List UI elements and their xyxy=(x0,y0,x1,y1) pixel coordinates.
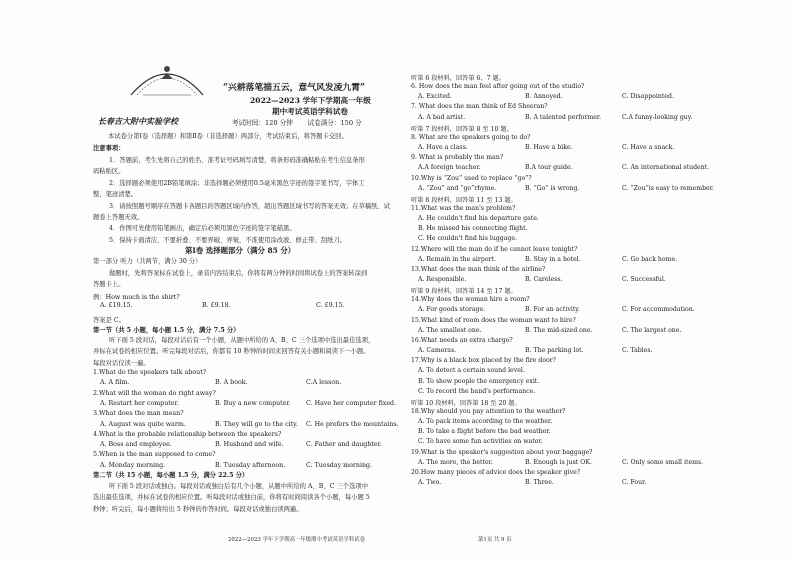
answer-option: B. To show people the emergency exit. xyxy=(418,377,540,385)
answer-option: A. Boss and employee. xyxy=(100,441,172,449)
note-line: 2．选择题必须使用2B铅笔填涂；非选择题必须使用0.5毫米黑色字迹的签字笔书写，字体工 xyxy=(109,179,365,187)
exam-meta xyxy=(232,117,362,127)
note-line: 5．保持卡面清洁，不要折叠、不要弄破、弄皱，不准使用涂改液、修正带、刮纸刀。 xyxy=(109,236,346,244)
exam-time: 考试时间：120 分钟 xyxy=(232,119,293,127)
answer-option: A. August was quite warm. xyxy=(100,420,186,428)
answer-option: A. Responsible. xyxy=(418,276,467,283)
instruction-line: 听下面 5 段对话或独白。每段对话或独白后有几个小题，从题中所给的 A、B、C 三个选项中 xyxy=(109,483,368,490)
answer-option: B. Annoyed. xyxy=(525,93,563,101)
answer-option: B. They will go to the city. xyxy=(215,420,298,428)
question: 18.Why should you pay attention to the weather? xyxy=(411,407,566,415)
part1-title: 第一部分 听力（共两节，满分 30 分） xyxy=(93,258,202,265)
sec2-title: 第二节（共 15 小题，每小题 1.5 分，满分 22.5 分） xyxy=(93,472,249,479)
school-name: 长春吉大附中实验学校 xyxy=(98,116,178,126)
instruction-line: 选出最佳选项，并标在试卷的相应位置。听每段对话或独白前，你将有时间阅读各个小题，每小题 5 xyxy=(93,494,370,502)
question: 4.What is the probable relationship between the speakers? xyxy=(93,430,282,438)
answer-option: C. He couldn't find his luggage. xyxy=(418,235,518,243)
note-line: 4．作图可先使用铅笔画出，确定后必须用黑色字迹的签字笔描黑。 xyxy=(109,225,296,233)
question: 16.What needs an extra charge? xyxy=(411,336,513,344)
answer-option: C. The largest one. xyxy=(622,326,682,334)
answer-option: C. Disappointed. xyxy=(622,93,674,101)
example-option: A. £19.15. xyxy=(100,302,133,309)
example-question: 例：How much is the shirt? xyxy=(93,294,180,301)
answer-option: B. Buy a new computer. xyxy=(215,399,291,407)
intro-text: 本试卷分第Ⅰ卷（选择题）和第Ⅱ卷（非选择题）两部分，考试结束后，将答题卡交回。 xyxy=(108,133,348,140)
sec1-title: 第一节（共 5 小题，每小题 1.5 分，满分 7.5 分） xyxy=(93,327,240,334)
note-line: 整、笔迹清楚。 xyxy=(93,191,138,199)
answer-option: B. A book. xyxy=(215,379,248,387)
material-heading: 听第 9 段材料，回答第 14 至 17 题。 xyxy=(411,288,517,296)
answer-option: A. To detect a certain sound level. xyxy=(418,367,525,375)
question: 12.Where will the man do if he cannot leave tonight? xyxy=(411,245,578,253)
question: 7. What does the man think of Ed Sheeran? xyxy=(411,103,548,111)
question: 20.How many pieces of advice does the speaker give? xyxy=(411,468,581,476)
answer-option: A. Cameras. xyxy=(418,347,457,355)
answer-option: C. To record the band's performance. xyxy=(418,387,536,395)
answer-option: C. He prefers the mountains. xyxy=(306,420,399,428)
answer-option: B. He missed his connecting flight. xyxy=(418,225,528,233)
answer-option: B. Stay in a hotel. xyxy=(525,255,581,263)
answer-option: A. Excited. xyxy=(418,93,452,101)
material-heading: 听第 7 段材料，回答第 8 至 10 题。 xyxy=(411,125,513,133)
note-line: 1．答题前，考生先将自己的姓名、准考证号码填写清楚，将条形码准确粘贴在考生信息条形 xyxy=(109,157,365,164)
answer-option: A. A film. xyxy=(100,379,130,387)
answer-option: C. Only some small items. xyxy=(622,458,704,466)
question: 15.What kind of room does the woman want to hire? xyxy=(411,316,576,324)
answer-option: B. A talented performer. xyxy=(525,113,602,121)
exam-name: 期中考试英语学科试卷 xyxy=(272,107,348,116)
answer-option: A. Restart her computer. xyxy=(100,399,179,407)
question: 9. What is probably the man? xyxy=(411,154,504,162)
question: 6. How does the man feel after going out of the studio? xyxy=(411,83,585,91)
answer-option: A. Two. xyxy=(418,479,442,486)
example-answer: 答案是 C。 xyxy=(93,317,126,324)
question: 11.What was the man's problem? xyxy=(411,204,516,212)
answer-option: C. Have a snack. xyxy=(622,144,675,152)
answer-option: B. Enough is just OK. xyxy=(525,458,592,466)
answer-option: C. Have her computer fixed. xyxy=(306,399,397,407)
answer-option: A. “Zou” and “go”rhyme. xyxy=(418,184,497,192)
example-option: B. £9.18. xyxy=(202,302,231,309)
answer-option: A. For goods storage. xyxy=(418,306,486,314)
answer-option: B. The parking lot. xyxy=(525,347,584,355)
answer-option: B. “Go” is wrong. xyxy=(525,184,580,192)
school-seal-logo xyxy=(123,49,211,109)
answer-option: B. For an activity. xyxy=(525,306,580,314)
note-line: 题卷上答题无效。 xyxy=(93,214,144,222)
instruction-line: 每段对话仅读一遍。 xyxy=(93,359,150,367)
footer-title: 2022—2023 学年下学期高一年级期中考试英语学科试卷 xyxy=(228,537,365,543)
answer-option: B. The mid-sized one. xyxy=(525,326,593,334)
question: 17.Why is a black box placed by the fire door? xyxy=(411,357,556,365)
material-heading: 听第 10 段材料，回答第 18 至 20 题。 xyxy=(411,399,521,407)
answer-option: B. Have a bike. xyxy=(525,144,573,152)
question: 5.When is the man supposed to come? xyxy=(93,451,216,459)
sec2-instructions xyxy=(93,481,411,515)
answer-option: B.A tour guide. xyxy=(525,164,573,172)
part1-instructions xyxy=(93,268,411,291)
sec1-instructions xyxy=(93,335,411,369)
question: 10.Why is “Zou” used to replace “go”? xyxy=(411,174,532,182)
question: 13.What does the man think of the airline? xyxy=(411,265,546,273)
example-option: C. £9.15. xyxy=(316,302,345,309)
answer-option: B. Three. xyxy=(525,479,554,486)
material-heading: 听第 6 段材料，回答第 6、7 题。 xyxy=(411,75,505,82)
note-line: 码粘贴区。 xyxy=(93,168,125,176)
answer-option: C.A funny-looking guy. xyxy=(622,113,693,121)
answer-option: A. Remain in the airport. xyxy=(418,255,496,263)
answer-option: C.A lesson. xyxy=(306,379,342,387)
answer-option: C. Four. xyxy=(622,479,647,486)
answer-option: C. Tables. xyxy=(622,347,653,355)
answer-option: C. An international student. xyxy=(622,164,710,172)
exam-score: 试卷满分：150 分 xyxy=(307,119,362,127)
answer-option: B. Careless. xyxy=(525,276,563,283)
answer-option: C. To have some fun activities on water. xyxy=(418,438,543,446)
question: 19.What is the speaker's suggestion about your baggage? xyxy=(411,448,593,456)
answer-option: C. “Zou”is easy to remember. xyxy=(622,184,714,192)
question: 8. What are the speakers going to do? xyxy=(411,133,531,141)
question: 1.What do the speakers talk about? xyxy=(93,369,207,376)
question: 3.What does the man mean? xyxy=(93,410,184,418)
answer-option: B. Husband and wife. xyxy=(215,441,284,449)
answer-option: A. To pack items according to the weather. xyxy=(418,418,553,426)
instruction-line: 答题卡上。 xyxy=(93,281,125,289)
exam-motto: “兴耕落笔描五云，意气风发凌九霄” xyxy=(223,83,366,93)
answer-option: A.A foreign teacher. xyxy=(418,164,481,172)
notes-title: 注意事项： xyxy=(93,145,125,152)
instruction-line: 并标在试卷的相应位置。听完每段对话后，你都有 10 秒钟的时间来回答有关小题和阅读下一小题。 xyxy=(93,348,370,356)
answer-option: C. Go back home. xyxy=(622,255,678,263)
note-line: 3．请按照题号顺序在答题卡各题目的答题区域内作答，超出答题区域书写的答案无效；在草稿纸、试 xyxy=(109,202,391,210)
answer-option: A. Have a class. xyxy=(418,144,468,152)
answer-option: A. The smallest one. xyxy=(418,326,482,334)
answer-option: B. Tuesday afternoon. xyxy=(215,461,286,469)
exam-year: 2022—2023 学年下学期高一年级 xyxy=(250,96,371,105)
answer-option: A. The more, the better. xyxy=(418,458,493,466)
answer-option: A. A bad artist. xyxy=(418,113,466,121)
question: 2.What will the woman do right away? xyxy=(93,389,216,397)
answer-option: C. Tuesday morning. xyxy=(306,461,373,469)
answer-option: C. Father and daughter. xyxy=(306,441,382,449)
answer-option: B. To take a flight before the bad weather. xyxy=(418,428,551,436)
material-heading: 听第 8 段材料，回答第 11 至 13 题。 xyxy=(411,196,517,204)
question: 14.Why does the woman hire a room? xyxy=(411,296,530,304)
footer-page: 第1页 共 9 页 xyxy=(478,537,512,543)
instruction-line: 听下面 5 段对话，每段对话后有一个小题，从题中所给的 A、B、C 三个选项中选出最佳选项， xyxy=(109,337,375,344)
notes-list xyxy=(93,155,411,246)
section-1-title: 第Ⅰ卷 选择题部分（满分 85 分） xyxy=(185,246,296,255)
answer-option: C. Successful. xyxy=(622,276,666,283)
answer-option: A. Monday morning. xyxy=(100,461,166,469)
instruction-line: 做题时，先将答案标在试卷上，录音内容结束后，你将有两分钟的时间将试卷上的答案转涂到 xyxy=(109,270,368,277)
answer-option: C. For accommodation. xyxy=(622,306,695,314)
instruction-line: 秒钟；听完后，每小题将给出 5 秒钟的作答时间。每段对话或独白读两遍。 xyxy=(93,505,303,513)
answer-option: A. He couldn't find his departure gate. xyxy=(418,215,539,223)
